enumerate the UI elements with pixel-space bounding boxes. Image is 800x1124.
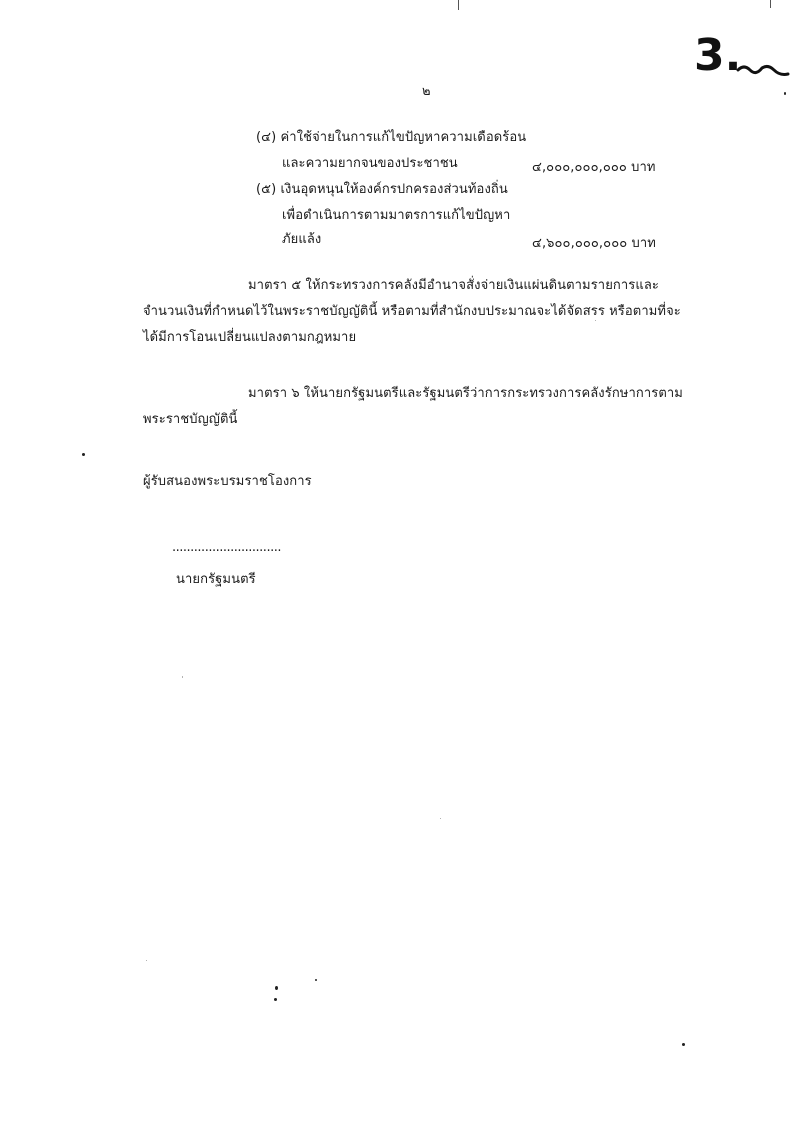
signature-dotted-line: .............................. — [172, 540, 281, 555]
scan-speck — [784, 92, 786, 95]
scan-speck — [182, 676, 183, 678]
scan-speck — [82, 453, 85, 456]
scan-speck — [682, 1043, 685, 1046]
budget-item-5-line1: (๕) เงินอุดหนุนให้องค์กรปกครองส่วนท้องถิ่น — [256, 182, 508, 197]
budget-item-5-amount: ๔,๖๐๐,๐๐๐,๐๐๐ บาท — [532, 236, 656, 251]
budget-item-5-line3: ภัยแล้ง — [282, 232, 322, 247]
scan-speck — [275, 986, 278, 990]
budget-item-4-line1: (๔) ค่าใช้จ่ายในการแก้ไขปัญหาความเดือดร้อน — [256, 130, 527, 145]
budget-item-5-line2: เพื่อดำเนินการตามมาตรการแก้ไขปัญหา — [282, 208, 511, 223]
section-6-line1: มาตรา ๖ ให้นายกรัฐมนตรีและรัฐมนตรีว่าการกระทรวงการคลังรักษาการตาม — [248, 386, 683, 401]
scan-speck — [440, 818, 441, 819]
handwritten-scribble — [736, 56, 792, 84]
scan-speck — [595, 320, 596, 321]
scan-edge-line — [458, 0, 459, 10]
section-6-line2: พระราชบัญญัตินี้ — [143, 412, 238, 427]
scan-speck — [274, 998, 277, 1001]
section-5-line3: ได้มีการโอนเปลี่ยนแปลงตามกฎหมาย — [143, 330, 357, 345]
budget-item-4-amount: ๔,๐๐๐,๐๐๐,๐๐๐ บาท — [532, 160, 656, 175]
scan-edge-line — [770, 0, 771, 8]
countersign-label: ผู้รับสนองพระบรมราชโองการ — [143, 474, 312, 489]
scan-speck — [315, 979, 317, 981]
section-5-line2: จำนวนเงินที่กำหนดไว้ในพระราชบัญญัตินี้ หรือตามที่สำนักงบประมาณจะได้จัดสรร หรือตามที่จะ — [143, 304, 681, 319]
signatory-title: นายกรัฐมนตรี — [176, 572, 256, 587]
page-number: ๒ — [422, 84, 431, 99]
handwritten-mark: 3. — [694, 30, 742, 81]
scan-speck — [146, 960, 147, 961]
section-5-line1: มาตรา ๕ ให้กระทรวงการคลังมีอำนาจสั่งจ่ายเงินแผ่นดินตามรายการและ — [248, 278, 659, 293]
budget-item-4-line2: และความยากจนของประชาชน — [282, 156, 458, 171]
